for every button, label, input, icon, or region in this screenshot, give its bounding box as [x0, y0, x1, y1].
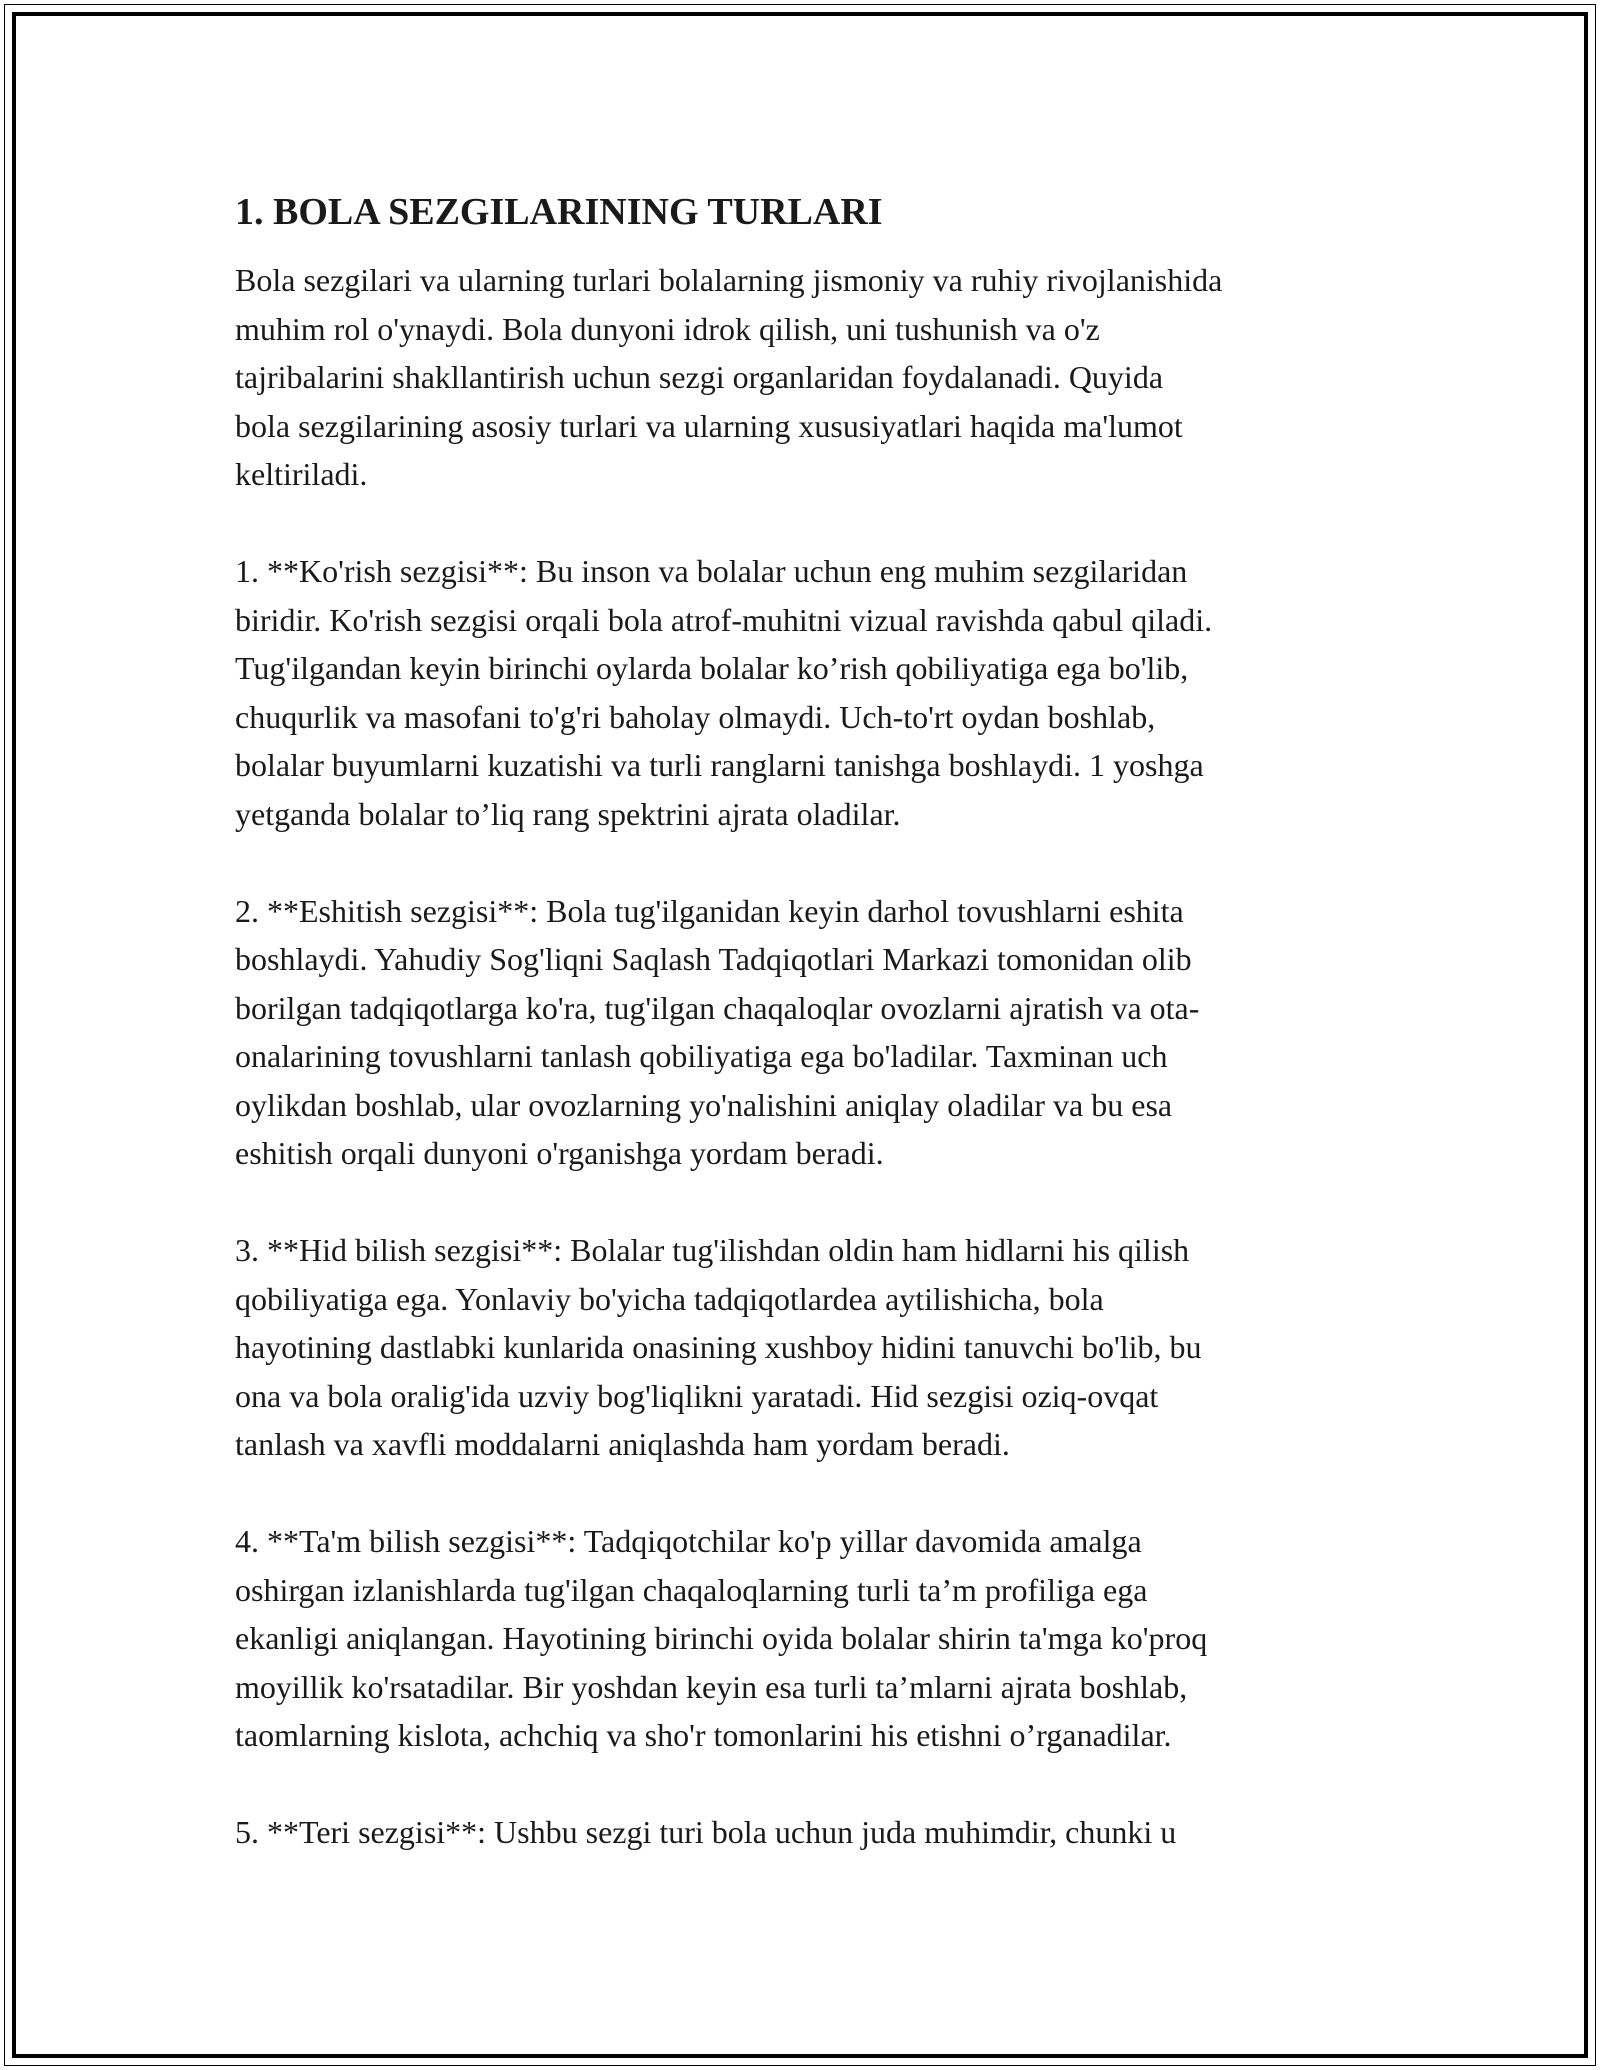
text-line: borilgan tadqiqotlarga ko'ra, tug'ilgan chaqaloqlar ovozlarni ajratish va ota-	[235, 989, 1200, 1026]
text-line: ekanligi aniqlangan. Hayotining birinchi oyida bolalar shirin ta'mga ko'proq	[235, 1620, 1208, 1656]
text-line: ona va bola oralig'ida uzviy bog'liqlikni yaratadi. Hid sezgisi oziq-ovqat	[235, 1377, 1159, 1414]
text-line: yetganda bolalar to’liq rang spektrini ajrata oladilar.	[235, 795, 901, 832]
text-line: keltiriladi.	[235, 456, 368, 492]
text-line: Tug'ilgandan keyin birinchi oylarda bolalar ko’rish qobiliyatiga ega bo'lib,	[235, 650, 1189, 686]
paragraph-skin	[235, 1808, 1385, 1857]
text-line: boshlaydi. Yahudiy Sog'liqni Saqlash Tadqiqotlari Markazi tomonidan olib	[235, 941, 1192, 977]
paragraph-smell	[235, 1226, 1385, 1469]
text-line: 2. **Eshitish sezgisi**: Bola tug'ilganidan keyin darhol tovushlarni eshita	[235, 892, 1184, 929]
text-line: 1. **Ko'rish sezgisi**: Bu inson va bolalar uchun eng muhim sezgilaridan	[235, 553, 1188, 589]
text-line: chuqurlik va masofani to'g'ri baholay olmaydi. Uch-to'rt oydan boshlab,	[235, 698, 1156, 735]
text-line: moyillik ko'rsatadilar. Bir yoshdan keyin esa turli ta’mlarni ajrata boshlab,	[235, 1668, 1188, 1705]
paragraph-taste	[235, 1517, 1385, 1760]
text-line: 3. **Hid bilish sezgisi**: Bolalar tug'ilishdan oldin ham hidlarni his qilish	[235, 1232, 1190, 1268]
text-line: Bola sezgilari va ularning turlari bolalarning jismoniy va ruhiy rivojlanishida	[235, 262, 1223, 298]
paragraph-vision	[235, 547, 1385, 838]
text-line: qobiliyatiga ega. Yonlaviy bo'yicha tadqiqotlardea aytilishicha, bola	[235, 1280, 1104, 1317]
text-line: onalarining tovushlarni tanlash qobiliyatiga ega bo'ladilar. Taxminan uch	[235, 1038, 1168, 1074]
document-body	[235, 180, 1385, 1905]
text-line: hayotining dastlabki kunlarida onasining xushboy hidini tanuvchi bo'lib, bu	[235, 1329, 1202, 1365]
text-line: bola sezgilarining asosiy turlari va ularning xususiyatlari haqida ma'lumot	[235, 407, 1183, 444]
paragraph-intro	[235, 256, 1385, 499]
text-line: tajribalarini shakllantirish uchun sezgi organlaridan foydalanadi. Quyida	[235, 359, 1164, 395]
text-line: 5. **Teri sezgisi**: Ushbu sezgi turi bola uchun juda muhimdir, chunki u	[235, 1814, 1177, 1850]
paragraph-hearing	[235, 887, 1385, 1178]
text-line: tanlash va xavfli moddalarni aniqlashda ham yordam beradi.	[235, 1426, 1010, 1462]
text-line: oshirgan izlanishlarda tug'ilgan chaqaloqlarning turli ta’m profiliga ega	[235, 1571, 1148, 1608]
text-line: eshitish orqali dunyoni o'rganishga yordam beradi.	[235, 1135, 884, 1171]
text-line: bolalar buyumlarni kuzatishi va turli ranglarni tanishga boshlaydi. 1 yoshga	[235, 747, 1204, 783]
text-line: biridir. Ko'rish sezgisi orqali bola atrof-muhitni vizual ravishda qabul qiladi.	[235, 601, 1213, 638]
text-line: taomlarning kislota, achchiq va sho'r tomonlarini his etishni o’rganadilar.	[235, 1717, 1172, 1753]
text-line: 4. **Ta'm bilish sezgisi**: Tadqiqotchilar ko'p yillar davomida amalga	[235, 1523, 1142, 1559]
document-title: 1. BOLA SEZGILARINING TURLARI	[235, 191, 883, 233]
text-line: oylikdan boshlab, ular ovozlarning yo'nalishini aniqlay oladilar va bu esa	[235, 1086, 1173, 1123]
text-line: muhim rol o'ynaydi. Bola dunyoni idrok qilish, uni tushunish va o'z	[235, 310, 1100, 347]
